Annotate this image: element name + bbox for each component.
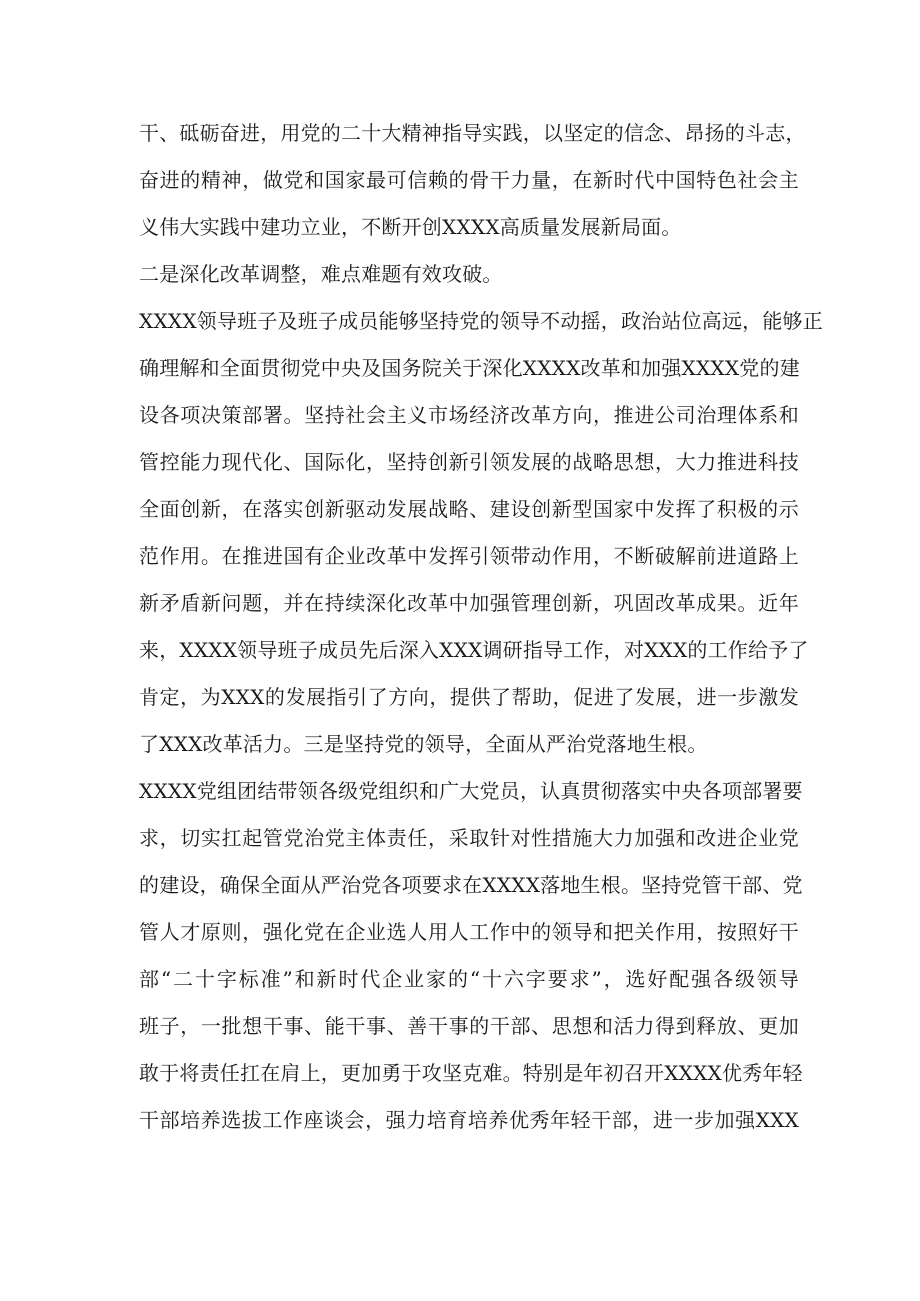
text-line: 求，切实扛起管党治党主体责任，采取针对性措施大力加强和改进企业党 <box>139 826 799 850</box>
text-line: XXXX领导班子及班子成员能够坚持党的领导不动摇，政治站位高远，能够正 <box>139 309 823 333</box>
text-line: 义伟大实践中建功立业，不断开创XXXX高质量发展新局面。 <box>139 215 682 239</box>
text-line: 奋进的精神，做党和国家最可信赖的骨干力量，在新时代中国特色社会主 <box>139 168 799 192</box>
text-line: 管控能力现代化、国际化，坚持创新引领发展的战略思想，大力推进科技 <box>139 450 799 474</box>
text-line: 的建设，确保全面从严治党各项要求在XXXX落地生根。坚持党管干部、党 <box>139 873 803 897</box>
text-line: 干部培养选拔工作座谈会，强力培育培养优秀年轻干部，进一步加强XXX <box>139 1108 799 1132</box>
text-line: 干、砥砺奋进，用党的二十大精神指导实践，以坚定的信念、昂扬的斗志， <box>139 121 806 145</box>
text-line: 班子，一批想干事、能干事、善干事的干部、思想和活力得到释放、更加 <box>139 1014 799 1038</box>
text-line: 部“二十字标准”和新时代企业家的“十六字要求”，选好配强各级领导 <box>139 967 799 991</box>
text-line: 管人才原则，强化党在企业选人用人工作中的领导和把关作用，按照好干 <box>139 920 799 944</box>
text-line: 新矛盾新问题，并在持续深化改革中加强管理创新，巩固改革成果。近年 <box>139 591 799 615</box>
text-line: 全面创新，在落实创新驱动发展战略、建设创新型国家中发挥了积极的示 <box>139 497 799 521</box>
section-heading: 二是深化改革调整，难点难题有效攻破。 <box>139 262 503 286</box>
text-line: 了XXX改革活力。三是坚持党的领导，全面从严治党落地生根。 <box>139 732 708 756</box>
text-line: 敢于将责任扛在肩上，更加勇于攻坚克难。特别是年初召开XXXX优秀年轻 <box>139 1061 803 1085</box>
text-line: 确理解和全面贯彻党中央及国务院关于深化XXXX改革和加强XXXX党的建 <box>139 356 800 380</box>
text-line: 范作用。在推进国有企业改革中发挥引领带动作用，不断破解前进道路上 <box>139 544 799 568</box>
text-line: 肯定，为XXX的发展指引了方向，提供了帮助，促进了发展，进一步激发 <box>139 685 799 709</box>
text-line: 设各项决策部署。坚持社会主义市场经济改革方向，推进公司治理体系和 <box>139 403 799 427</box>
text-line: XXXX党组团结带领各级党组织和广大党员，认真贯彻落实中央各项部署要 <box>139 779 803 803</box>
text-line: 来，XXXX领导班子成员先后深入XXX调研指导工作，对XXX的工作给予了 <box>139 638 809 662</box>
